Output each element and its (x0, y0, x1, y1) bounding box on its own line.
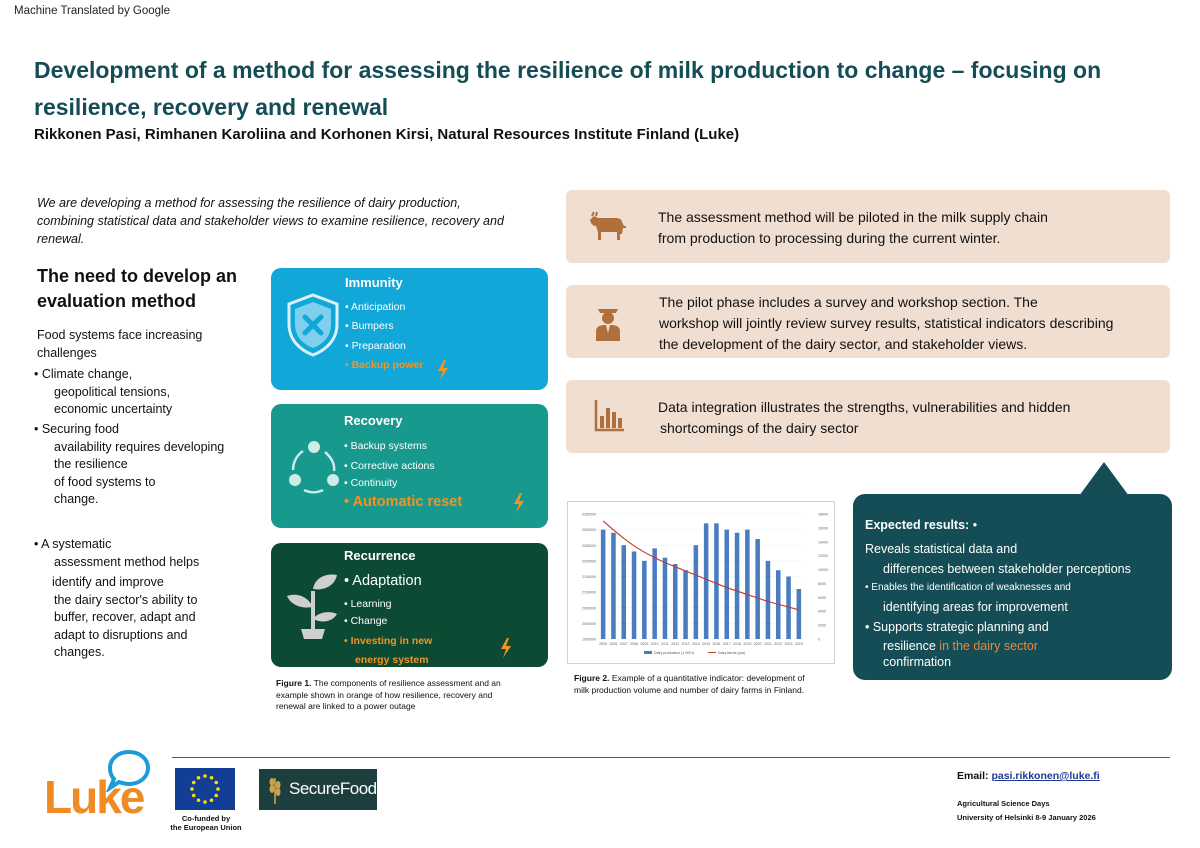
eu-star (214, 794, 218, 798)
results-r1-line-1: Reveals statistical data and (865, 542, 1018, 556)
need-bullet-climate (34, 366, 254, 419)
email-line (957, 770, 1100, 782)
poster-title: Development of a method for assessing the resilience of milk production to change – focusing on resilience, recovery and renewal (34, 57, 1102, 120)
x-tick-label: 2023 (784, 642, 793, 646)
y-right-tick-label: 4000 (818, 609, 826, 614)
legend-swatch-bar (644, 651, 652, 654)
securefood-logo (259, 769, 377, 810)
securefood-text: SecureFood (289, 779, 377, 798)
need-heading-line-2: evaluation method (37, 291, 197, 311)
bar (766, 561, 771, 639)
footer-divider (172, 757, 1170, 758)
y-right-tick-label: 8000 (818, 581, 826, 586)
y-left-tick-label: 2050000 (582, 606, 596, 611)
bar (755, 539, 760, 639)
x-tick-label: 2020 (753, 642, 762, 646)
sprout-icon (285, 569, 341, 641)
results-r2-line-1: • Enables the identification of weaknesses and (865, 582, 1071, 593)
y-right-tick-label: 0 (818, 637, 820, 642)
panel-integration (566, 380, 1170, 453)
shield-icon (285, 292, 341, 358)
recurrence-title: Recurrence (344, 548, 416, 563)
x-tick-label: 2019 (743, 642, 752, 646)
panel-workshop-line-1: The pilot phase includes a survey and workshop section. The (659, 294, 1038, 310)
email-link[interactable]: pasi.rikkonen@luke.fi (991, 770, 1100, 782)
need-b3-line-6: adapt to disruptions and (54, 627, 188, 642)
results-r3-line-2 (883, 638, 1038, 654)
y-left-tick-label: 2350000 (582, 512, 596, 517)
wheat-icon (264, 774, 286, 804)
chart-gridlines (598, 514, 804, 639)
y-left-tick-label: 2300000 (582, 528, 596, 533)
eu-star (197, 776, 201, 780)
figure-2-text-2: milk production volume and number of dairy farms in Finland. (574, 684, 805, 695)
recurrence-card (271, 543, 548, 667)
results-r3-line-1: • Supports strategic planning and (865, 620, 1049, 634)
event-line-2: University of Helsinki 8-9 January 2026 (957, 813, 1096, 822)
y-right-tick-label: 6000 (818, 595, 826, 600)
x-tick-label: 2017 (722, 642, 731, 646)
recovery-item-1: • Backup systems (344, 440, 428, 452)
y-right-tick-label: 14000 (818, 540, 828, 545)
recovery-title: Recovery (344, 413, 403, 428)
y-right-tick-label: 10000 (818, 568, 828, 573)
expected-results-box (853, 494, 1172, 680)
bar (724, 530, 729, 639)
eu-star (203, 800, 207, 804)
need-heading (37, 264, 267, 314)
y-right-tick-label: 18000 (818, 512, 828, 517)
need-b1-line-3: economic uncertainty (54, 402, 173, 416)
results-r1-line-2: differences between stakeholder perceptions (883, 562, 1131, 576)
dairy-chart-svg (568, 502, 834, 663)
event-info (957, 797, 1096, 825)
cycle-icon (285, 438, 343, 496)
eu-flag (175, 768, 235, 810)
panel-workshop-line-2: workshop will jointly review survey results, statistical indicators describing (659, 315, 1114, 331)
x-tick-label: 2013 (681, 642, 690, 646)
y-left-tick-label: 2250000 (582, 543, 596, 548)
y-left-tick-label: 1950000 (582, 637, 596, 642)
eu-stars-icon (175, 768, 235, 810)
person-icon (594, 303, 622, 341)
need-b2-line-3: the resilience (54, 457, 128, 471)
panel-integration-line-1: Data integration illustrates the strengths, vulnerabilities and hidden (658, 399, 1071, 415)
results-r3-dairy: in the dairy sector (935, 639, 1038, 653)
bar (601, 530, 606, 639)
need-b2-line-4: of food systems to (54, 474, 156, 489)
immunity-title: Immunity (345, 275, 403, 290)
results-heading-text: Expected results: (865, 518, 970, 532)
figure-2-chart (567, 501, 835, 664)
need-bullet-method (34, 536, 254, 662)
eu-text-2: the European Union (170, 823, 242, 832)
need-paragraph (37, 327, 257, 362)
bar (797, 589, 802, 639)
x-tick-label: 2018 (733, 642, 742, 646)
immunity-item-2: • Bumpers (345, 320, 394, 332)
x-tick-label: 2007 (619, 642, 628, 646)
eu-star (192, 781, 196, 785)
eu-star (210, 776, 214, 780)
need-heading-line-1: The need to develop an (37, 266, 238, 286)
bar (673, 564, 678, 639)
need-b3-line-4: the dairy sector's ability to (54, 592, 198, 607)
cow-icon (588, 210, 628, 242)
chart-legend (644, 651, 745, 655)
eu-star (216, 787, 220, 791)
x-tick-label: 2009 (640, 642, 649, 646)
bar (714, 523, 719, 639)
need-bullet-food (34, 421, 254, 509)
x-tick-label: 2006 (609, 642, 618, 646)
results-heading (865, 517, 977, 533)
bar (621, 545, 626, 639)
x-tick-label: 2024 (794, 642, 803, 646)
immunity-item-4: • Backup power (345, 359, 424, 371)
figure-2-caption (574, 673, 834, 696)
results-r3-line-3: confirmation (883, 655, 952, 669)
eu-star (190, 787, 194, 791)
eu-cofunded-text (170, 814, 242, 832)
bar (704, 523, 709, 639)
poster-authors: Rikkonen Pasi, Rimhanen Karoliina and Korhonen Kirsi, Natural Resources Institute Finland (Luke) (34, 126, 740, 143)
bar (632, 552, 637, 640)
x-tick-label: 2022 (774, 642, 783, 646)
panel-pilot (566, 190, 1170, 263)
bar (694, 545, 699, 639)
x-tick-label: 2011 (661, 642, 669, 646)
x-tick-label: 2010 (650, 642, 659, 646)
eu-star (203, 774, 207, 778)
recovery-item-2: • Corrective actions (344, 460, 435, 472)
luke-logo-text: Luke (44, 771, 144, 823)
figure-1-caption (276, 678, 516, 713)
figure-2-label: Figure 2. (574, 673, 610, 683)
eu-star (197, 798, 201, 802)
need-b2-line-2: availability requires developing (54, 439, 225, 454)
email-label: Email: (957, 770, 989, 782)
need-b3-line-7: changes. (54, 645, 105, 659)
need-b3-line-3: identify and improve (52, 575, 164, 589)
y-left-tick-label: 2200000 (582, 559, 596, 564)
eu-star (210, 798, 214, 802)
need-b1-line-2: geopolitical tensions, (54, 384, 171, 399)
recovery-item-3: • Continuity (344, 477, 398, 489)
bar (611, 533, 616, 639)
y-right-tick-label: 12000 (818, 554, 828, 559)
need-b1-line-1: • Climate change, (34, 367, 133, 381)
need-p1-line-1: Food systems face increasing (37, 328, 203, 342)
immunity-card (271, 268, 548, 390)
x-tick-label: 2008 (630, 642, 639, 646)
bar (663, 558, 668, 639)
recurrence-item-1: • Adaptation (344, 573, 422, 589)
legend-label-bar: Dairy production (1 000 l) (654, 651, 695, 655)
need-b2-line-1: • Securing food (34, 422, 119, 436)
bar-chart-icon (594, 400, 624, 432)
x-tick-label: 2012 (671, 642, 680, 646)
recurrence-item-4a: • Investing in new (344, 635, 433, 647)
recurrence-item-4b: energy system (355, 654, 429, 666)
chart-bars (601, 523, 801, 639)
eu-star (192, 794, 196, 798)
need-p1-line-2: challenges (37, 345, 97, 360)
y-right-tick-label: 2000 (818, 623, 826, 628)
panel-workshop-text (659, 292, 1113, 355)
lightning-icon (500, 638, 512, 658)
y-left-tick-label: 2100000 (582, 590, 596, 595)
y-left-tick-label: 2150000 (582, 575, 596, 579)
panel-pilot-line-1: The assessment method will be piloted in the milk supply chain (658, 209, 1048, 225)
panel-workshop (566, 285, 1170, 358)
bar (652, 548, 657, 639)
bar (745, 530, 750, 639)
panel-integration-line-2: shortcomings of the dairy sector (660, 420, 859, 436)
lightning-icon (437, 360, 449, 380)
callout-pointer (1079, 462, 1129, 496)
need-b2-line-5: change. (54, 492, 99, 506)
results-heading-bullet: • (969, 518, 978, 532)
event-line-1: Agricultural Science Days (957, 799, 1050, 808)
recurrence-item-3: • Change (344, 615, 388, 627)
lightning-icon (513, 493, 525, 513)
need-b3-line-2: assessment method helps (54, 554, 200, 569)
need-b3-line-1: • A systematic (34, 537, 112, 551)
recovery-item-4: • Automatic reset (344, 494, 463, 510)
x-tick-label: 2005 (599, 642, 608, 646)
bar (735, 533, 740, 639)
figure-2-text-1: Example of a quantitative indicator: development of (611, 673, 805, 683)
machine-translation-banner: Machine Translated by Google (14, 5, 170, 17)
panel-workshop-line-3: the development of the dairy sector, and stakeholder views. (659, 336, 1028, 352)
x-tick-label: 2014 (691, 642, 700, 646)
bar (642, 561, 647, 639)
x-tick-label: 2015 (702, 642, 711, 646)
luke-logo (44, 748, 156, 822)
panel-pilot-line-2: from production to processing during the current winter. (658, 230, 1001, 246)
bar (683, 570, 688, 639)
intro-text: We are developing a method for assessing the resilience of dairy production, combining statistical data and stakeholder views to examine resilience, recovery and renewal. (37, 196, 504, 246)
x-tick-label: 2021 (763, 642, 772, 646)
y-left-tick-label: 2000000 (582, 621, 596, 626)
recovery-card (271, 404, 548, 528)
eu-text-1: Co-funded by (181, 814, 231, 823)
figure-1-text: The components of resilience assessment and an example shown in orange of how resilience, recovery and renewal are linked to a power outage (276, 678, 501, 711)
x-tick-label: 2016 (712, 642, 721, 646)
y-right-tick-label: 16000 (818, 526, 828, 531)
immunity-item-1: • Anticipation (345, 301, 406, 313)
figure-1-label: Figure 1. (276, 678, 312, 688)
need-b3-line-5: buffer, recover, adapt and (54, 610, 196, 624)
immunity-item-3: • Preparation (345, 340, 406, 352)
recurrence-item-2: • Learning (344, 598, 392, 610)
legend-label-line: Dairy farms (pcs) (718, 651, 746, 655)
panel-pilot-text (658, 207, 1048, 249)
results-r2-line-2: identifying areas for improvement (883, 600, 1068, 614)
results-r3-resilience: resilience (883, 639, 936, 653)
eu-star (214, 781, 218, 785)
panel-integration-text (658, 397, 1070, 439)
